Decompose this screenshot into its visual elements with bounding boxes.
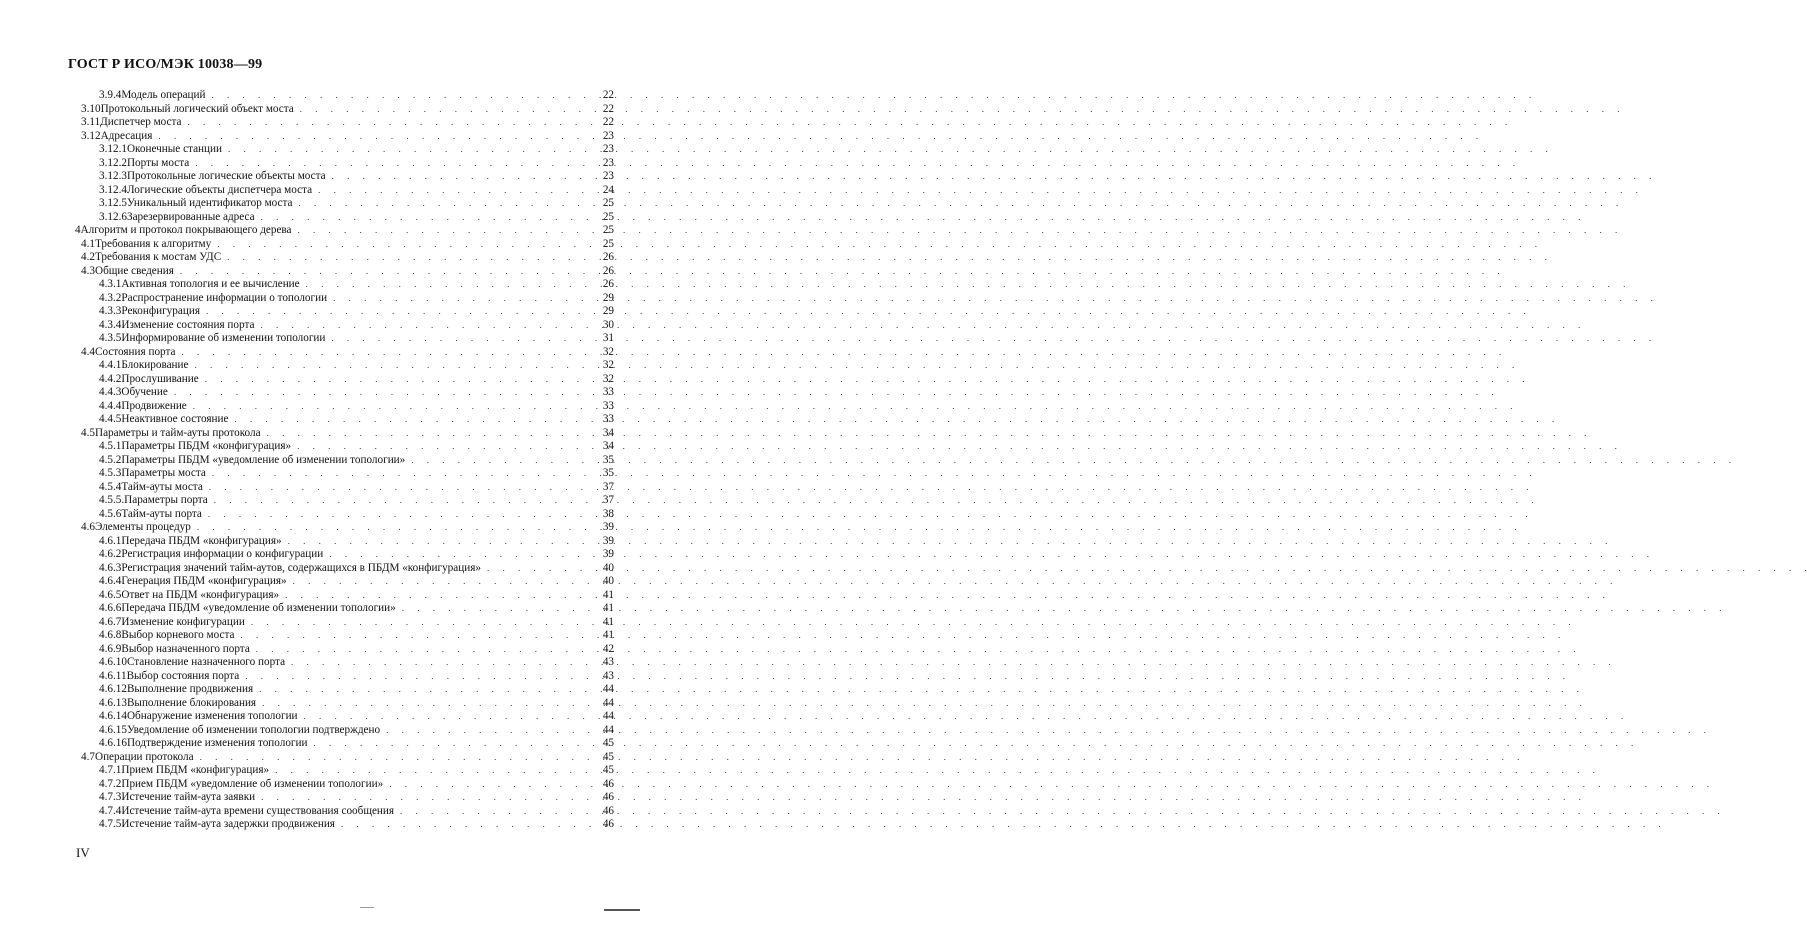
toc-entry-number: 4.3.3 bbox=[99, 305, 122, 317]
toc-entry-number: 3.12 bbox=[81, 129, 101, 142]
toc-entry-number: 4.7.2 bbox=[99, 777, 122, 790]
toc-entry-page: 26 bbox=[602, 251, 614, 263]
toc-entry-number: 4.6.11 bbox=[99, 669, 127, 682]
toc-entry-page: 33 bbox=[602, 413, 614, 425]
toc-entry bbox=[0, 305, 614, 319]
toc-entry bbox=[0, 696, 614, 711]
toc-entry bbox=[0, 372, 614, 387]
toc-entry-number: 4.3.4 bbox=[99, 318, 122, 331]
toc-entry-title: Активная топология и ее вычисление bbox=[121, 278, 300, 290]
toc-entry-title: Порты моста bbox=[126, 156, 190, 169]
toc-entry-title: Элементы процедур bbox=[94, 521, 191, 533]
toc-entry-page: 41 bbox=[602, 588, 614, 601]
toc-leader-dots bbox=[300, 103, 1620, 117]
toc-entry-title: Подтверждение изменения топологии bbox=[126, 737, 308, 749]
toc-entry bbox=[0, 143, 614, 157]
toc-leader-dots bbox=[291, 656, 1611, 670]
toc-leader-dots bbox=[386, 724, 1706, 738]
toc-entry-title: Параметры ПБДМ «конфигурация» bbox=[121, 440, 292, 452]
toc-entry bbox=[0, 251, 614, 265]
toc-entry bbox=[0, 440, 614, 454]
toc-leader-dots bbox=[251, 616, 1571, 630]
toc-entry-page: 37 bbox=[602, 494, 614, 506]
toc-leader-dots bbox=[227, 251, 1547, 265]
toc-entry-title: Информирование об изменении топологии bbox=[121, 332, 326, 344]
toc-entry-page: 41 bbox=[602, 602, 614, 614]
toc-entry-title: Операции протокола bbox=[94, 750, 194, 763]
toc-entry-page: 23 bbox=[602, 129, 614, 142]
toc-entry-page: 44 bbox=[602, 723, 614, 736]
toc-entry-title: Общие сведения bbox=[94, 264, 174, 277]
toc-entry-title: Выбор состояния порта bbox=[126, 669, 240, 682]
toc-leader-dots bbox=[275, 764, 1595, 778]
toc-entry-title: Реконфигурация bbox=[121, 305, 200, 317]
toc-entry bbox=[0, 467, 614, 481]
toc-entry bbox=[0, 197, 614, 211]
toc-entry-page: 46 bbox=[602, 791, 614, 803]
toc-entry bbox=[0, 480, 614, 495]
toc-entry-title: Продвижение bbox=[121, 399, 187, 412]
toc-entry-number: 4.7.1 bbox=[99, 764, 122, 776]
toc-leader-dots bbox=[245, 670, 1565, 684]
toc-entry-number: 4.6.12 bbox=[99, 683, 127, 695]
toc-entry bbox=[0, 170, 614, 184]
table-of-contents bbox=[0, 89, 661, 832]
toc-entry-page: 30 bbox=[602, 318, 614, 331]
toc-entry-title: Требования к мостам УДС bbox=[94, 251, 222, 263]
toc-entry-title: Уникальный идентификатор моста bbox=[126, 197, 293, 209]
toc-entry-number: 4.5.2 bbox=[99, 453, 122, 466]
toc-entry-number: 4.5 bbox=[81, 426, 95, 439]
toc-leader-dots bbox=[341, 818, 1661, 832]
toc-entry-title: Параметры моста bbox=[121, 467, 206, 479]
toc-entry-number: 4.5.1 bbox=[99, 440, 122, 452]
toc-entry-title: Зарезервированные адреса bbox=[126, 210, 255, 223]
toc-entry-number: 4.6.3 bbox=[99, 561, 122, 574]
toc-entry bbox=[0, 318, 614, 333]
toc-leader-dots bbox=[261, 791, 1581, 805]
toc-leader-dots bbox=[195, 157, 1515, 171]
toc-leader-dots bbox=[197, 521, 1517, 535]
toc-leader-dots bbox=[182, 346, 1502, 360]
toc-entry-title: Параметры порта bbox=[124, 494, 208, 506]
toc-entry-page: 29 bbox=[602, 305, 614, 317]
toc-leader-dots bbox=[212, 467, 1532, 481]
toc-entry-page: 32 bbox=[602, 359, 614, 371]
toc-entry-number: 4.3.5 bbox=[99, 332, 122, 344]
toc-entry-page: 35 bbox=[602, 467, 614, 479]
toc-entry-title: Становление назначенного порта bbox=[126, 656, 286, 668]
toc-entry-page: 44 bbox=[602, 696, 614, 709]
toc-entry-title: Прием ПБДМ «уведомление об изменении топологии» bbox=[121, 777, 384, 790]
toc-entry-number: 4.3.2 bbox=[99, 291, 122, 304]
toc-entry-title: Выбор корневого моста bbox=[121, 629, 235, 641]
toc-leader-dots bbox=[304, 710, 1624, 724]
toc-entry-title: Прием ПБДМ «конфигурация» bbox=[121, 764, 270, 776]
toc-entry bbox=[0, 332, 614, 346]
toc-entry bbox=[0, 102, 614, 117]
toc-entry-page: 26 bbox=[602, 278, 614, 290]
toc-leader-dots bbox=[193, 400, 1513, 414]
toc-entry bbox=[0, 399, 614, 414]
toc-leader-dots bbox=[209, 481, 1529, 495]
toc-entry bbox=[0, 615, 614, 630]
toc-entry bbox=[0, 737, 614, 751]
toc-entry-number: 4.6.9 bbox=[99, 642, 122, 655]
toc-entry-title: Логические объекты диспетчера моста bbox=[126, 183, 313, 196]
toc-entry-page: 45 bbox=[602, 737, 614, 749]
toc-entry-title: Выполнение продвижения bbox=[126, 683, 254, 695]
toc-entry-number: 4.6.13 bbox=[99, 696, 127, 709]
toc-entry-page: 33 bbox=[602, 386, 614, 398]
toc-entry-number: 4.6.6 bbox=[99, 602, 122, 614]
toc-entry bbox=[0, 345, 614, 360]
toc-entry-page: 33 bbox=[602, 399, 614, 412]
toc-leader-dots bbox=[214, 494, 1534, 508]
toc-entry bbox=[0, 669, 614, 684]
toc-entry-page: 23 bbox=[602, 143, 614, 155]
toc-entry-page: 40 bbox=[602, 561, 614, 574]
toc-entry-number: 4.2 bbox=[81, 251, 95, 263]
toc-entry-number: 3.9.4 bbox=[99, 89, 122, 101]
toc-leader-dots bbox=[333, 292, 1653, 306]
toc-entry-number: 4.4.5 bbox=[99, 413, 122, 425]
toc-entry-page: 35 bbox=[602, 453, 614, 466]
toc-entry bbox=[0, 507, 614, 522]
toc-entry-page: 22 bbox=[602, 102, 614, 115]
toc-entry bbox=[0, 156, 614, 171]
toc-entry bbox=[0, 804, 614, 819]
toc-entry bbox=[0, 129, 614, 144]
toc-entry-page: 29 bbox=[602, 291, 614, 304]
toc-leader-dots bbox=[188, 116, 1508, 130]
toc-entry-title: Ответ на ПБДМ «конфигурация» bbox=[121, 588, 280, 601]
toc-entry bbox=[0, 278, 614, 292]
toc-entry bbox=[0, 413, 614, 427]
toc-leader-dots bbox=[297, 440, 1617, 454]
toc-entry-number: 4.6.1 bbox=[99, 534, 122, 547]
toc-entry-number: 3.12.5 bbox=[99, 197, 127, 209]
toc-entry bbox=[0, 521, 614, 535]
toc-entry-number: 4.4.1 bbox=[99, 359, 122, 371]
toc-leader-dots bbox=[158, 130, 1478, 144]
toc-entry-page: 34 bbox=[602, 440, 614, 452]
toc-entry bbox=[0, 818, 614, 832]
toc-entry-title: Распространение информации о топологии bbox=[121, 291, 328, 304]
toc-entry bbox=[0, 642, 614, 657]
toc-leader-dots bbox=[293, 575, 1613, 589]
toc-entry-page: 39 bbox=[602, 548, 614, 560]
toc-entry-number: 4.5.3 bbox=[99, 467, 122, 479]
toc-entry-page: 37 bbox=[602, 480, 614, 493]
toc-entry-number: 4.4 bbox=[81, 345, 95, 358]
toc-entry-page: 43 bbox=[602, 656, 614, 668]
toc-entry-page: 44 bbox=[602, 710, 614, 722]
toc-leader-dots bbox=[299, 197, 1619, 211]
toc-entry-number: 4.6.14 bbox=[99, 710, 127, 722]
toc-entry-title: Тайм-ауты порта bbox=[121, 507, 202, 520]
toc-entry bbox=[0, 291, 614, 306]
toc-leader-dots bbox=[180, 265, 1500, 279]
toc-entry bbox=[0, 237, 614, 252]
toc-entry bbox=[0, 534, 614, 549]
toc-entry-title: Состояния порта bbox=[94, 345, 176, 358]
toc-leader-dots bbox=[194, 359, 1514, 373]
toc-entry bbox=[0, 264, 614, 279]
toc-entry-number: 4.7.5 bbox=[99, 818, 122, 830]
toc-entry-number: 4.6.4 bbox=[99, 575, 122, 587]
toc-leader-dots bbox=[332, 170, 1652, 184]
toc-entry-number: 4.6.10 bbox=[99, 656, 127, 668]
toc-leader-dots bbox=[240, 629, 1560, 643]
toc-leader-dots bbox=[259, 683, 1579, 697]
toc-entry bbox=[0, 89, 614, 103]
toc-entry bbox=[0, 777, 614, 792]
toc-entry bbox=[0, 359, 614, 373]
toc-entry-page: 46 bbox=[602, 804, 614, 817]
toc-leader-dots bbox=[318, 184, 1638, 198]
toc-entry-number: 4.7.3 bbox=[99, 791, 122, 803]
toc-entry-page: 25 bbox=[602, 210, 614, 223]
toc-entry-title: Протокольный логический объект моста bbox=[100, 102, 294, 115]
toc-entry-number: 4.6.2 bbox=[99, 548, 122, 560]
toc-entry-page: 46 bbox=[602, 777, 614, 790]
toc-entry-page: 26 bbox=[602, 264, 614, 277]
toc-leader-dots bbox=[285, 589, 1605, 603]
toc-entry-number: 4.5.6 bbox=[99, 507, 122, 520]
toc-entry-title: Параметры и тайм-ауты протокола bbox=[94, 426, 261, 439]
toc-entry bbox=[0, 183, 614, 198]
toc-entry-title: Блокирование bbox=[121, 359, 189, 371]
toc-entry-number: 4.4.2 bbox=[99, 372, 122, 385]
toc-entry-number: 4.6.8 bbox=[99, 629, 122, 641]
toc-entry-page: 45 bbox=[602, 764, 614, 776]
toc-entry-page: 41 bbox=[602, 629, 614, 641]
toc-entry-title: Выбор назначенного порта bbox=[121, 642, 250, 655]
toc-entry-number: 4.6.5 bbox=[99, 588, 122, 601]
toc-entry-number: 3.12.6 bbox=[99, 210, 127, 223]
toc-entry-page: 31 bbox=[602, 332, 614, 344]
toc-leader-dots bbox=[212, 89, 1532, 103]
toc-leader-dots bbox=[217, 238, 1537, 252]
toc-entry-page: 32 bbox=[602, 345, 614, 358]
toc-leader-dots bbox=[174, 386, 1494, 400]
toc-entry bbox=[0, 750, 614, 765]
toc-leader-dots bbox=[313, 737, 1633, 751]
toc-entry-title: Алгоритм и протокол покрывающего дерева bbox=[80, 224, 292, 236]
toc-entry-title: Истечение тайм-аута задержки продвижения bbox=[121, 818, 335, 830]
toc-entry-title: Обнаружение изменения топологии bbox=[126, 710, 298, 722]
toc-entry-title: Передача ПБДМ «конфигурация» bbox=[121, 534, 282, 547]
toc-entry-number: 3.12.2 bbox=[99, 156, 127, 169]
toc-entry-title: Регистрация информации о конфигурации bbox=[121, 548, 324, 560]
toc-entry-title: Требования к алгоритму bbox=[94, 237, 212, 250]
toc-entry bbox=[0, 224, 614, 238]
toc-leader-dots bbox=[329, 548, 1649, 562]
toc-entry-title: Передача ПБДМ «уведомление об изменении топологии» bbox=[121, 602, 396, 614]
page-number: IV bbox=[76, 845, 90, 860]
toc-entry-page: 41 bbox=[602, 615, 614, 628]
toc-leader-dots bbox=[260, 319, 1580, 333]
toc-entry-number: 4.3 bbox=[81, 264, 95, 277]
toc-entry bbox=[0, 494, 614, 508]
toc-entry bbox=[0, 602, 614, 616]
toc-entry-title: Выполнение блокирования bbox=[126, 696, 257, 709]
toc-entry-number: 4.6.7 bbox=[99, 615, 122, 628]
toc-entry bbox=[0, 386, 614, 400]
toc-leader-dots bbox=[228, 143, 1548, 157]
toc-entry-number: 3.12.4 bbox=[99, 183, 127, 196]
toc-leader-dots bbox=[306, 278, 1626, 292]
toc-entry-title: Генерация ПБДМ «конфигурация» bbox=[121, 575, 287, 587]
toc-leader-dots bbox=[200, 751, 1520, 765]
toc-entry-title: Изменение конфигурации bbox=[121, 615, 245, 628]
toc-entry bbox=[0, 588, 614, 603]
toc-entry-title: Адресация bbox=[100, 129, 153, 142]
toc-entry-title: Истечение тайм-аута заявки bbox=[121, 791, 256, 803]
toc-entry-title: Регистрация значений тайм-аутов, содержащихся в ПБДМ «конфигурация» bbox=[121, 561, 481, 574]
toc-entry-page: 44 bbox=[602, 683, 614, 695]
toc-entry-page: 39 bbox=[602, 521, 614, 533]
toc-leader-dots bbox=[487, 562, 1807, 576]
toc-entry-page: 46 bbox=[602, 818, 614, 830]
toc-entry-title: Тайм-ауты моста bbox=[121, 480, 203, 493]
toc-leader-dots bbox=[256, 643, 1576, 657]
toc-entry bbox=[0, 723, 614, 738]
toc-entry-page: 38 bbox=[602, 507, 614, 520]
toc-entry-title: Истечение тайм-аута времени существования сообщения bbox=[121, 804, 395, 817]
toc-leader-dots bbox=[234, 413, 1554, 427]
toc-entry-number: 3.11 bbox=[81, 116, 101, 128]
toc-entry bbox=[0, 426, 614, 441]
scan-artifact bbox=[604, 909, 640, 911]
toc-leader-dots bbox=[262, 697, 1582, 711]
toc-entry-number: 4.7.4 bbox=[99, 804, 122, 817]
toc-entry-number: 3.12.3 bbox=[99, 170, 127, 182]
toc-leader-dots bbox=[208, 508, 1528, 522]
toc-entry bbox=[0, 548, 614, 562]
toc-entry bbox=[0, 656, 614, 670]
toc-leader-dots bbox=[206, 305, 1526, 319]
toc-entry-page: 24 bbox=[602, 183, 614, 196]
toc-leader-dots bbox=[205, 373, 1525, 387]
toc-entry-title: Протокольные логические объекты моста bbox=[126, 170, 326, 182]
toc-entry-number: 4.5.5. bbox=[99, 494, 125, 506]
toc-entry-page: 23 bbox=[602, 170, 614, 182]
toc-entry-page: 22 bbox=[602, 116, 614, 128]
toc-entry bbox=[0, 561, 614, 576]
toc-entry-title: Оконечные станции bbox=[126, 143, 222, 155]
toc-entry-page: 39 bbox=[602, 534, 614, 547]
toc-entry-title: Уведомление об изменении топологии подтверждено bbox=[126, 723, 381, 736]
toc-entry bbox=[0, 683, 614, 697]
toc-entry-number: 4.6 bbox=[81, 521, 95, 533]
toc-entry-page: 23 bbox=[602, 156, 614, 169]
scan-artifact bbox=[360, 907, 374, 908]
toc-entry bbox=[0, 210, 614, 225]
toc-entry-page: 25 bbox=[602, 237, 614, 250]
toc-entry-number: 3.10 bbox=[81, 102, 101, 115]
toc-entry bbox=[0, 575, 614, 589]
toc-entry bbox=[0, 791, 614, 805]
toc-entry-number: 4.7 bbox=[81, 750, 95, 763]
toc-entry-title: Модель операций bbox=[121, 89, 206, 101]
toc-entry-title: Диспетчер моста bbox=[100, 116, 182, 128]
toc-entry-page: 34 bbox=[602, 426, 614, 439]
toc-entry-number: 4.6.15 bbox=[99, 723, 127, 736]
toc-entry-number: 4.3.1 bbox=[99, 278, 122, 290]
toc-entry-page: 43 bbox=[602, 669, 614, 682]
toc-leader-dots bbox=[267, 427, 1587, 441]
toc-entry-title: Изменение состояния порта bbox=[121, 318, 255, 331]
toc-entry bbox=[0, 764, 614, 778]
toc-leader-dots bbox=[331, 332, 1651, 346]
toc-entry-number: 4.6.16 bbox=[99, 737, 127, 749]
toc-entry bbox=[0, 116, 614, 130]
toc-entry bbox=[0, 453, 614, 468]
toc-entry-title: Обучение bbox=[121, 386, 168, 398]
toc-entry bbox=[0, 710, 614, 724]
toc-entry-page: 45 bbox=[602, 750, 614, 763]
toc-entry bbox=[0, 629, 614, 643]
toc-entry-title: Параметры ПБДМ «уведомление об изменении топологии» bbox=[121, 453, 406, 466]
toc-entry-page: 42 bbox=[602, 642, 614, 655]
toc-entry-page: 32 bbox=[602, 372, 614, 385]
toc-leader-dots bbox=[389, 778, 1709, 792]
toc-entry-number: 4.4.4 bbox=[99, 399, 122, 412]
toc-entry-number: 4 bbox=[75, 224, 81, 236]
toc-entry-number: 4.1 bbox=[81, 237, 95, 250]
toc-leader-dots bbox=[261, 211, 1581, 225]
toc-entry-number: 4.5.4 bbox=[99, 480, 122, 493]
toc-entry-number: 3.12.1 bbox=[99, 143, 127, 155]
toc-entry-page: 40 bbox=[602, 575, 614, 587]
toc-entry-title: Неактивное состояние bbox=[121, 413, 229, 425]
toc-leader-dots bbox=[288, 535, 1608, 549]
toc-entry-page: 25 bbox=[602, 224, 614, 236]
toc-entry-page: 22 bbox=[602, 89, 614, 101]
toc-entry-number: 4.4.3 bbox=[99, 386, 122, 398]
page-header-title: ГОСТ Р ИСО/МЭК 10038—99 bbox=[68, 57, 263, 72]
toc-leader-dots bbox=[298, 224, 1618, 238]
toc-entry-title: Прослушивание bbox=[121, 372, 199, 385]
toc-entry-page: 25 bbox=[602, 197, 614, 209]
